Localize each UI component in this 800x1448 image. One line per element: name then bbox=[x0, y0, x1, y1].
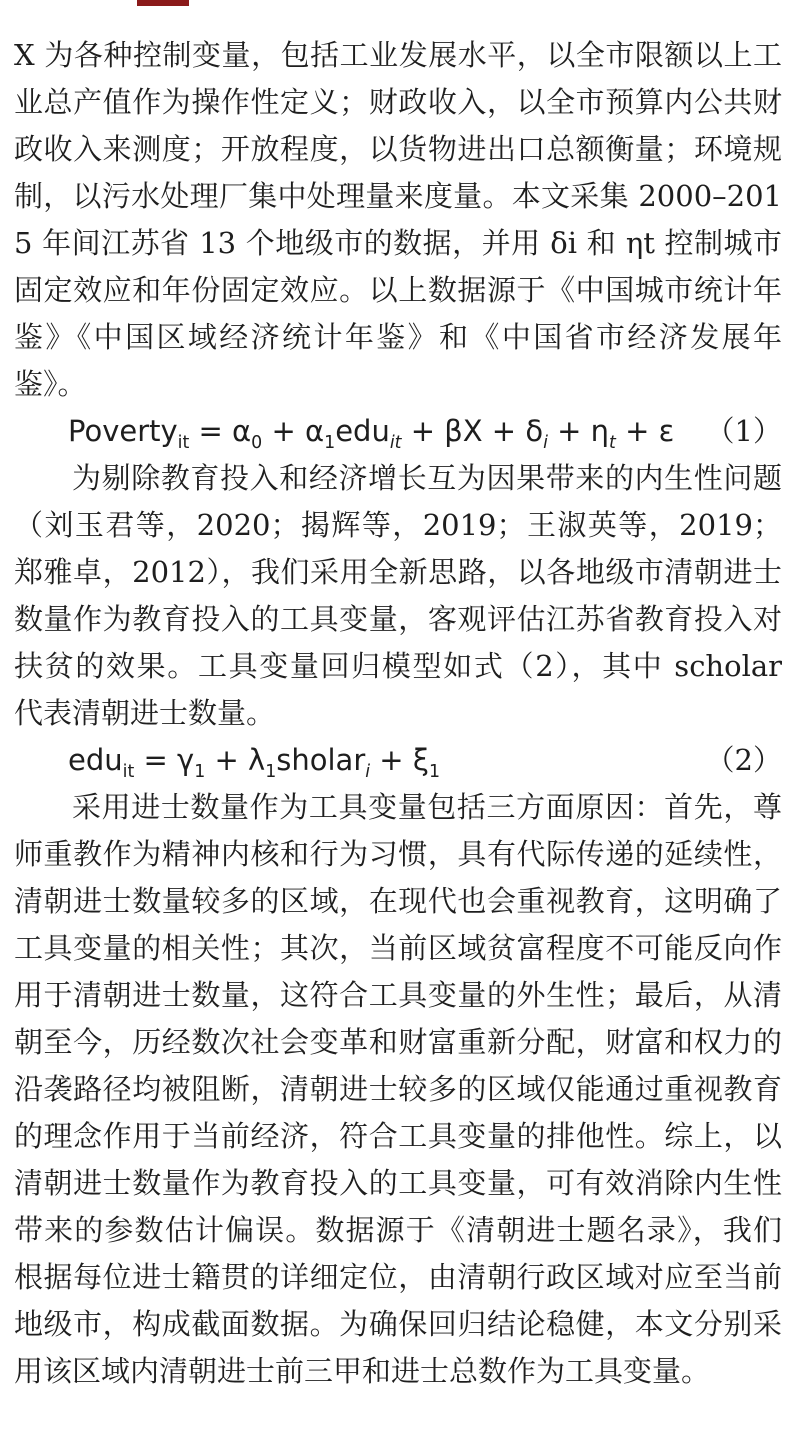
paragraph-control-variables: X 为各种控制变量，包括工业发展水平，以全市限额以上工业总产值作为操作性定义；财政收入，以全市预算内公共财政收入来测度；开放程度，以货物进出口总额衡量；环境规制，以污水处理厂集中处理量来度量。本文采集 2000–2015 年间江苏省 13 个地级市的数据，并用 δi 和 ηt 控制城市固定效应和年份固定效应。以上数据源于《中国城市统计年鉴》《中国区域经济统计年鉴》和《中国省市经济发展年鉴》。 bbox=[14, 38, 782, 401]
equation-1 bbox=[14, 408, 782, 455]
paper-body bbox=[14, 32, 782, 1395]
paragraph-instrument-rationale: 采用进士数量作为工具变量包括三方面原因：首先，尊师重教作为精神内核和行为习惯，具有代际传递的延续性，清朝进士数量较多的区域，在现代也会重视教育，这明确了工具变量的相关性；其次，当前区域贫富程度不可能反向作用于清朝进士数量，这符合工具变量的外生性；最后，从清朝至今，历经数次社会变革和财富重新分配，财富和权力的沿袭路径均被阻断，清朝进士较多的区域仅能通过重视教育的理念作用于当前经济，符合工具变量的排他性。综上，以清朝进士数量作为教育投入的工具变量，可有效消除内生性带来的参数估计偏误。数据源于《清朝进士题名录》，我们根据每位进士籍贯的详细定位，由清朝行政区域对应至当前地级市，构成截面数据。为确保回归结论稳健，本文分别采用该区域内清朝进士前三甲和进士总数作为工具变量。 bbox=[14, 790, 782, 1388]
paragraph-instrument-intro: 为剔除教育投入和经济增长互为因果带来的内生性问题（刘玉君等，2020；揭辉等，2019；王淑英等，2019；郑雅卓，2012），我们采用全新思路，以各地级市清朝进士数量作为教育投入的工具变量，客观评估江苏省教育投入对扶贫的效果。工具变量回归模型如式（2），其中 scholar 代表清朝进士数量。 bbox=[14, 461, 782, 730]
header-accent-bar bbox=[137, 0, 189, 6]
equation-2-body: $edu_{it} = \gamma_1$ + $\lambda_1sholar_i + \xi_1$ bbox=[68, 743, 441, 782]
equation-1-body: Poverty$_{it}$ = $\alpha_0 + \alpha_1edu_{it} + \beta X + \delta_i + \eta_t + \varepsilon$ bbox=[68, 414, 675, 453]
equation-1-number: （1） bbox=[705, 414, 782, 448]
equation-2-number: （2） bbox=[705, 743, 782, 777]
equation-2 bbox=[14, 737, 782, 784]
